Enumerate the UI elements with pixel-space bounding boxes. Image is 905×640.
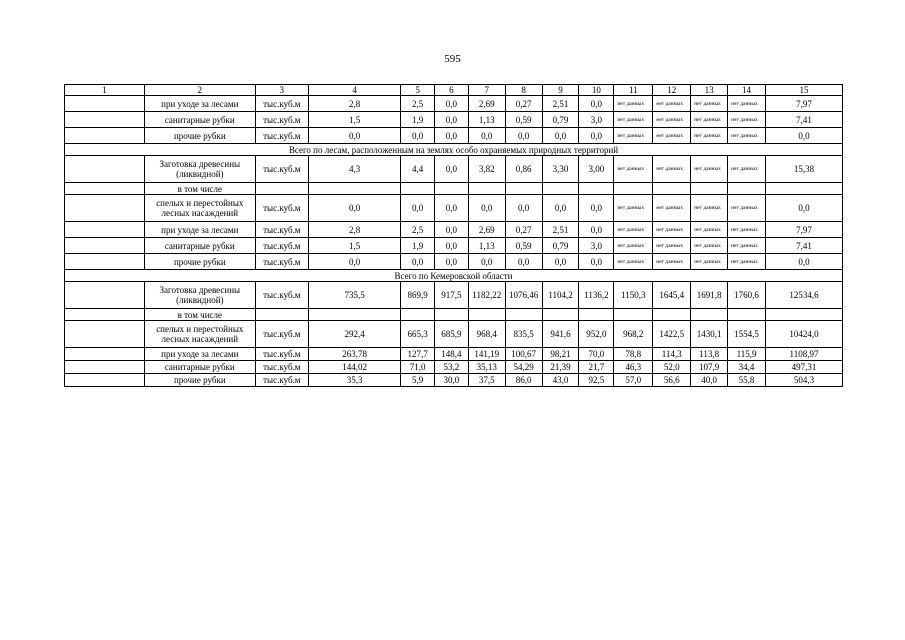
table-cell: [65, 195, 145, 222]
table-cell: 71,0: [401, 361, 435, 374]
table-cell: [65, 374, 145, 387]
table-cell: [691, 183, 728, 195]
unit-cell: тыс.куб.м: [255, 238, 308, 254]
table-cell: 2,5: [401, 96, 435, 112]
row-label: Заготовка древесины (ликвидной): [144, 156, 255, 183]
table-cell: нет данных: [653, 222, 691, 238]
table-cell: 1,9: [401, 238, 435, 254]
table-cell: 968,2: [614, 321, 653, 348]
table-cell: 7,97: [766, 222, 843, 238]
table-cell: 37,5: [468, 374, 505, 387]
column-number: 13: [691, 85, 728, 96]
table-cell: 0,0: [766, 254, 843, 270]
table-cell: нет данных: [653, 128, 691, 144]
table-cell: 0,0: [435, 222, 469, 238]
table-cell: нет данных: [653, 254, 691, 270]
table-cell: 56,6: [653, 374, 691, 387]
table-cell: [542, 309, 579, 321]
table-cell: 148,4: [435, 348, 469, 361]
table-cell: 685,9: [435, 321, 469, 348]
table-cell: 3,00: [579, 156, 614, 183]
table-cell: 1076,46: [505, 282, 542, 309]
forest-harvest-table: [64, 84, 843, 387]
table-cell: 0,59: [505, 112, 542, 128]
table-cell: [614, 309, 653, 321]
table-cell: [65, 282, 145, 309]
table-cell: 497,31: [766, 361, 843, 374]
table-cell: 292,4: [308, 321, 400, 348]
table-cell: нет данных: [614, 112, 653, 128]
table-cell: нет данных: [728, 128, 766, 144]
table-cell: 86,0: [505, 374, 542, 387]
table-cell: 0,0: [579, 222, 614, 238]
section-title: Всего по лесам, расположенным на землях особо охраняемых природных территорий: [65, 144, 843, 156]
table-cell: [505, 183, 542, 195]
table-cell: 1,5: [308, 112, 400, 128]
table-cell: 0,0: [468, 254, 505, 270]
table-cell: [401, 309, 435, 321]
table-cell: 1691,8: [691, 282, 728, 309]
table-cell: нет данных: [728, 156, 766, 183]
column-number: 2: [144, 85, 255, 96]
column-number: 5: [401, 85, 435, 96]
column-number: 3: [255, 85, 308, 96]
table-cell: 115,9: [728, 348, 766, 361]
table-row: [65, 374, 843, 387]
table-cell: 0,0: [401, 254, 435, 270]
table-cell: 941,6: [542, 321, 579, 348]
table-cell: 0,0: [435, 96, 469, 112]
table-cell: нет данных: [614, 128, 653, 144]
unit-cell: тыс.куб.м: [255, 222, 308, 238]
table-cell: 2,69: [468, 222, 505, 238]
table-cell: 1645,4: [653, 282, 691, 309]
table-row: [65, 309, 843, 321]
row-label: в том числе: [144, 309, 255, 321]
table-cell: 7,97: [766, 96, 843, 112]
table-cell: 141,19: [468, 348, 505, 361]
column-number: 10: [579, 85, 614, 96]
table-cell: 665,3: [401, 321, 435, 348]
table-cell: 1422,5: [653, 321, 691, 348]
table-cell: [65, 156, 145, 183]
table-cell: 34,4: [728, 361, 766, 374]
section-row: [65, 270, 843, 282]
row-label: спелых и перестойных лесных насаждений: [144, 321, 255, 348]
table-row: [65, 348, 843, 361]
unit-cell: тыс.куб.м: [255, 254, 308, 270]
table-cell: [65, 222, 145, 238]
row-label: в том числе: [144, 183, 255, 195]
table-cell: 98,21: [542, 348, 579, 361]
table-cell: 0,0: [505, 254, 542, 270]
table-cell: [653, 309, 691, 321]
table-cell: 263,78: [308, 348, 400, 361]
table-cell: 1104,2: [542, 282, 579, 309]
table-cell: 0,27: [505, 222, 542, 238]
table-cell: [308, 309, 400, 321]
table-cell: 1,13: [468, 112, 505, 128]
page-number: 595: [444, 53, 461, 65]
table-cell: 1,13: [468, 238, 505, 254]
table-cell: 53,2: [435, 361, 469, 374]
table-cell: нет данных: [614, 222, 653, 238]
table-cell: 0,27: [505, 96, 542, 112]
table-cell: 0,59: [505, 238, 542, 254]
column-number: 14: [728, 85, 766, 96]
table-cell: [65, 348, 145, 361]
row-label: Заготовка древесины (ликвидной): [144, 282, 255, 309]
unit-cell: тыс.куб.м: [255, 112, 308, 128]
row-label: при уходе за лесами: [144, 96, 255, 112]
table-cell: нет данных: [653, 112, 691, 128]
table-cell: нет данных: [691, 96, 728, 112]
table-cell: 0,0: [435, 128, 469, 144]
table-cell: нет данных: [728, 238, 766, 254]
table-row: [65, 96, 843, 112]
table-cell: [614, 183, 653, 195]
column-number: 8: [505, 85, 542, 96]
table-cell: 869,9: [401, 282, 435, 309]
table-cell: 735,5: [308, 282, 400, 309]
table-cell: [468, 183, 505, 195]
table-cell: 57,0: [614, 374, 653, 387]
unit-cell: [255, 183, 308, 195]
table-row: [65, 238, 843, 254]
table-cell: нет данных: [653, 156, 691, 183]
table-cell: нет данных: [691, 222, 728, 238]
table-cell: 55,8: [728, 374, 766, 387]
table-cell: 46,3: [614, 361, 653, 374]
table-cell: 835,5: [505, 321, 542, 348]
unit-cell: тыс.куб.м: [255, 321, 308, 348]
row-label: санитарные рубки: [144, 238, 255, 254]
table-cell: [435, 309, 469, 321]
table-cell: 2,8: [308, 222, 400, 238]
table-cell: 3,0: [579, 112, 614, 128]
table-cell: 4,3: [308, 156, 400, 183]
table-cell: 43,0: [542, 374, 579, 387]
table-cell: 0,0: [542, 254, 579, 270]
table-cell: 3,82: [468, 156, 505, 183]
table-cell: [65, 254, 145, 270]
table-cell: 4,4: [401, 156, 435, 183]
unit-cell: тыс.куб.м: [255, 361, 308, 374]
table-cell: 78,8: [614, 348, 653, 361]
table-cell: [65, 128, 145, 144]
table-cell: нет данных: [728, 112, 766, 128]
table-cell: нет данных: [728, 96, 766, 112]
table-cell: 968,4: [468, 321, 505, 348]
section-title: Всего по Кемеровской области: [65, 270, 843, 282]
column-number: 6: [435, 85, 469, 96]
row-label: прочие рубки: [144, 128, 255, 144]
table-cell: [579, 183, 614, 195]
table-cell: 52,0: [653, 361, 691, 374]
table-cell: 0,79: [542, 238, 579, 254]
table-cell: 0,0: [308, 128, 400, 144]
table-cell: [691, 309, 728, 321]
table-cell: [65, 112, 145, 128]
table-cell: нет данных: [691, 254, 728, 270]
table-cell: 0,0: [435, 238, 469, 254]
table-cell: 35,3: [308, 374, 400, 387]
table-cell: нет данных: [653, 195, 691, 222]
table-cell: нет данных: [614, 238, 653, 254]
table-cell: 107,9: [691, 361, 728, 374]
table-cell: 100,67: [505, 348, 542, 361]
table-cell: 0,0: [579, 128, 614, 144]
table-cell: 917,5: [435, 282, 469, 309]
table-cell: 1108,97: [766, 348, 843, 361]
table-cell: 10424,0: [766, 321, 843, 348]
table-row: [65, 128, 843, 144]
row-label: при уходе за лесами: [144, 348, 255, 361]
table-row: [65, 195, 843, 222]
table-cell: [468, 309, 505, 321]
table-row: [65, 254, 843, 270]
table-cell: [579, 309, 614, 321]
table-cell: 30,0: [435, 374, 469, 387]
row-label: спелых и перестойных лесных насаждений: [144, 195, 255, 222]
table-cell: [401, 183, 435, 195]
table-cell: нет данных: [728, 195, 766, 222]
row-label: прочие рубки: [144, 254, 255, 270]
table-cell: нет данных: [691, 195, 728, 222]
table-cell: нет данных: [691, 112, 728, 128]
table-cell: 21,7: [579, 361, 614, 374]
table-cell: 2,8: [308, 96, 400, 112]
table-cell: 1150,3: [614, 282, 653, 309]
column-number: 15: [766, 85, 843, 96]
table-cell: 952,0: [579, 321, 614, 348]
table-cell: 1,9: [401, 112, 435, 128]
row-label: санитарные рубки: [144, 361, 255, 374]
table-cell: 0,0: [401, 128, 435, 144]
unit-cell: тыс.куб.м: [255, 348, 308, 361]
table-cell: [308, 183, 400, 195]
table-cell: 0,0: [579, 195, 614, 222]
table-cell: 0,0: [766, 195, 843, 222]
table-cell: 0,0: [468, 128, 505, 144]
column-number: 11: [614, 85, 653, 96]
table-cell: 0,0: [579, 254, 614, 270]
table-cell: нет данных: [728, 254, 766, 270]
table-cell: нет данных: [614, 254, 653, 270]
table-cell: 12534,6: [766, 282, 843, 309]
unit-cell: тыс.куб.м: [255, 156, 308, 183]
column-number: 4: [308, 85, 400, 96]
row-label: прочие рубки: [144, 374, 255, 387]
table-row: [65, 156, 843, 183]
table-cell: 1554,5: [728, 321, 766, 348]
column-number: 1: [65, 85, 145, 96]
table-cell: 0,0: [542, 128, 579, 144]
table-cell: 1136,2: [579, 282, 614, 309]
table-cell: [65, 361, 145, 374]
table-cell: [435, 183, 469, 195]
table-cell: [65, 96, 145, 112]
table-cell: [65, 321, 145, 348]
table-row: [65, 183, 843, 195]
table-cell: 7,41: [766, 238, 843, 254]
column-number: 12: [653, 85, 691, 96]
table-cell: 92,5: [579, 374, 614, 387]
table-cell: 0,0: [308, 195, 400, 222]
column-number: 9: [542, 85, 579, 96]
table-cell: 0,0: [308, 254, 400, 270]
table-cell: нет данных: [614, 156, 653, 183]
table-cell: нет данных: [728, 222, 766, 238]
table-row: [65, 361, 843, 374]
table-cell: 2,51: [542, 96, 579, 112]
table-row: [65, 282, 843, 309]
table-cell: 144,02: [308, 361, 400, 374]
table-row: [65, 222, 843, 238]
table-cell: нет данных: [691, 128, 728, 144]
table-cell: 127,7: [401, 348, 435, 361]
table-cell: 0,0: [542, 195, 579, 222]
table-cell: 504,3: [766, 374, 843, 387]
table-cell: 1760,6: [728, 282, 766, 309]
table-cell: [65, 238, 145, 254]
table-cell: 2,5: [401, 222, 435, 238]
table-cell: 0,0: [435, 195, 469, 222]
unit-cell: тыс.куб.м: [255, 195, 308, 222]
table-row: [65, 112, 843, 128]
table-cell: [653, 183, 691, 195]
table-cell: 5,9: [401, 374, 435, 387]
table-cell: 0,0: [505, 128, 542, 144]
table-cell: [766, 309, 843, 321]
table-cell: 0,86: [505, 156, 542, 183]
table-cell: 114,3: [653, 348, 691, 361]
table-body: [65, 85, 843, 387]
table-cell: 40,0: [691, 374, 728, 387]
unit-cell: тыс.куб.м: [255, 96, 308, 112]
table-cell: нет данных: [653, 238, 691, 254]
table-cell: 35,13: [468, 361, 505, 374]
table-cell: 0,0: [579, 96, 614, 112]
header-row: [65, 85, 843, 96]
table-cell: 0,79: [542, 112, 579, 128]
table-cell: 0,0: [435, 254, 469, 270]
table-row: [65, 321, 843, 348]
table-cell: [65, 183, 145, 195]
unit-cell: тыс.куб.м: [255, 282, 308, 309]
table-cell: 0,0: [505, 195, 542, 222]
table-cell: 3,30: [542, 156, 579, 183]
table-cell: 7,41: [766, 112, 843, 128]
table-cell: [766, 183, 843, 195]
table-cell: нет данных: [691, 238, 728, 254]
table-cell: 21,39: [542, 361, 579, 374]
table-cell: [65, 309, 145, 321]
table-cell: 0,0: [766, 128, 843, 144]
table-cell: 0,0: [468, 195, 505, 222]
table-cell: [728, 183, 766, 195]
table-cell: 15,38: [766, 156, 843, 183]
column-number: 7: [468, 85, 505, 96]
table-cell: 3,0: [579, 238, 614, 254]
table-cell: 54,29: [505, 361, 542, 374]
table-cell: нет данных: [614, 96, 653, 112]
table-cell: 1182,22: [468, 282, 505, 309]
unit-cell: тыс.куб.м: [255, 374, 308, 387]
table-cell: 0,0: [401, 195, 435, 222]
table-cell: нет данных: [614, 195, 653, 222]
unit-cell: тыс.куб.м: [255, 128, 308, 144]
table-cell: 2,51: [542, 222, 579, 238]
table-cell: 0,0: [435, 156, 469, 183]
table-cell: [728, 309, 766, 321]
row-label: при уходе за лесами: [144, 222, 255, 238]
row-label: санитарные рубки: [144, 112, 255, 128]
table-cell: нет данных: [653, 96, 691, 112]
table-cell: нет данных: [691, 156, 728, 183]
table-cell: 0,0: [435, 112, 469, 128]
table-cell: 1430,1: [691, 321, 728, 348]
table-cell: [505, 309, 542, 321]
table-cell: 70,0: [579, 348, 614, 361]
table-cell: 2,69: [468, 96, 505, 112]
table-cell: 1,5: [308, 238, 400, 254]
table-cell: [542, 183, 579, 195]
unit-cell: [255, 309, 308, 321]
section-row: [65, 144, 843, 156]
table-cell: 113,8: [691, 348, 728, 361]
